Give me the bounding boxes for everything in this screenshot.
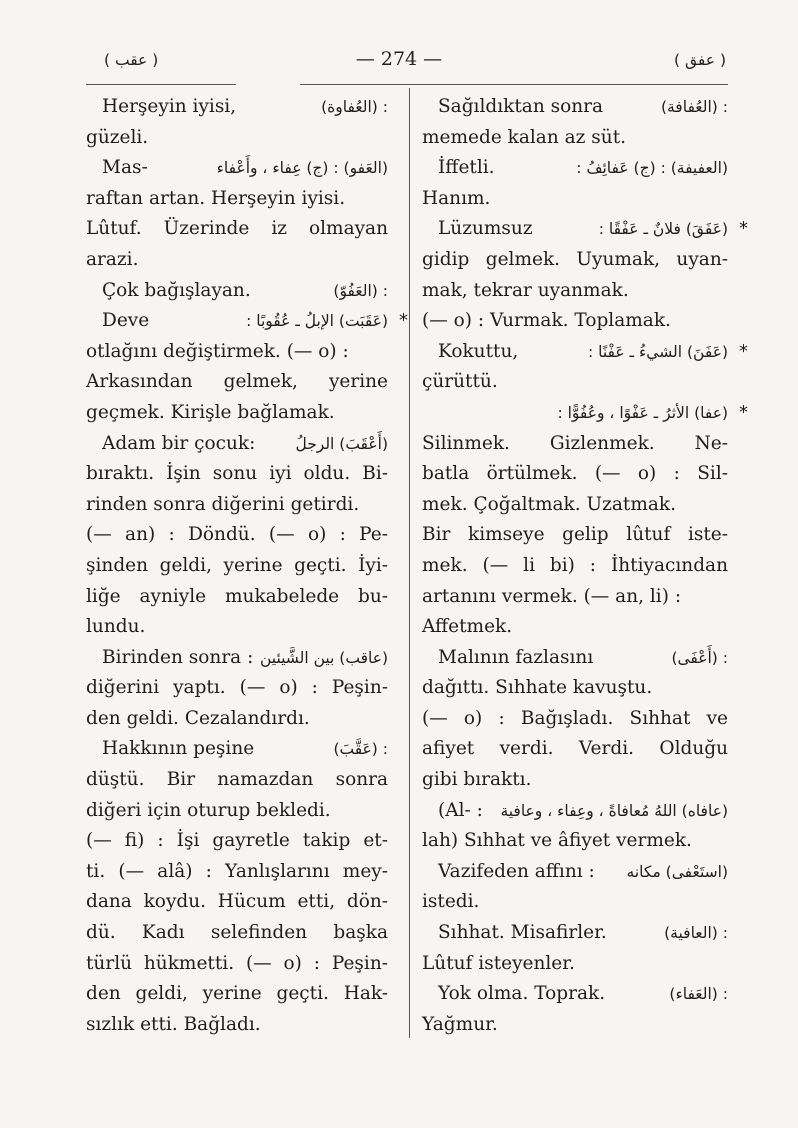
text-line <box>86 153 388 184</box>
text-line <box>422 673 728 704</box>
arabic-headword: (عَفَنَ) الشيءُ ـ عَفْنًا : <box>587 342 728 361</box>
text-line <box>422 520 728 551</box>
text-line <box>86 643 388 674</box>
text-line <box>86 704 388 735</box>
turkish-text: Sağıldıktan sonra <box>438 96 604 117</box>
text-line <box>86 949 388 980</box>
turkish-text: mek. (— li bi) : İhtiyacından <box>422 554 728 576</box>
turkish-text: Lûtuf isteyenler. <box>422 952 575 974</box>
turkish-text: lundu. <box>86 616 146 638</box>
text-line <box>86 184 388 215</box>
turkish-text: Sıhhat. Misafirler. <box>438 922 607 944</box>
text-line <box>86 92 388 123</box>
turkish-text: sızlık etti. Bağladı. <box>86 1013 261 1035</box>
turkish-text: arazi. <box>86 248 139 270</box>
turkish-text: diğeri için oturup bekledi. <box>86 799 331 821</box>
text-line <box>422 1010 728 1041</box>
arabic-headword: (عاقب) بين الشَّيئين <box>259 648 388 667</box>
turkish-text: (— o) : Bağışladı. Sıhhat ve <box>422 707 728 729</box>
text-line <box>422 826 728 857</box>
text-line <box>422 490 728 521</box>
text-line <box>86 306 408 337</box>
turkish-text: (— fi) : İşi gayretle takip et- <box>86 830 388 852</box>
turkish-text: memede kalan az süt. <box>422 126 627 148</box>
right-column <box>422 92 748 1040</box>
turkish-text: güzeli. <box>86 126 149 148</box>
text-line <box>422 551 728 582</box>
text-line <box>86 214 388 245</box>
text-line <box>422 276 728 307</box>
turkish-text: dü. Kadı selefinden başka <box>86 922 388 944</box>
turkish-text: otlağını değiştirmek. (— o) : <box>86 340 349 362</box>
turkish-text: diğerini yaptı. (— o) : Peşin- <box>86 677 388 699</box>
text-line <box>422 857 728 888</box>
arabic-headword: (عفا) الأثرُ ـ عَفْوًا ، وعُفُوًّا : <box>557 403 728 422</box>
arabic-headword: : (العَفُوّ) <box>333 281 388 300</box>
turkish-text: rinden sonra diğerini getirdi. <box>86 493 360 515</box>
text-line <box>422 153 728 184</box>
text-line <box>422 123 728 154</box>
text-line <box>86 765 388 796</box>
text-line <box>422 459 728 490</box>
turkish-text: dana koydu. Hücum etti, dön- <box>86 891 388 913</box>
turkish-text: den geldi. Cezalandırdı. <box>86 707 310 729</box>
text-line <box>86 887 388 918</box>
text-line <box>86 429 388 460</box>
arabic-headword: : (أَعْفَى) <box>671 648 728 667</box>
text-line <box>86 918 388 949</box>
turkish-text: Vazifeden affını : <box>438 860 595 882</box>
turkish-text: Lüzumsuz <box>438 218 533 240</box>
turkish-text: Hanım. <box>422 187 491 209</box>
root-entry-marker: * <box>399 310 408 332</box>
arabic-headword: : (عَقَّبَ) <box>333 740 388 759</box>
text-line <box>86 857 388 888</box>
arabic-headword: (العَفو) : (ج) عِفاء ، وأَعْفاء <box>216 159 388 178</box>
text-line <box>86 796 388 827</box>
text-line <box>86 734 388 765</box>
turkish-text: Hakkının peşine <box>102 738 255 760</box>
turkish-text: Lûtuf. Üzerinde iz olmayan <box>86 218 388 240</box>
turkish-text: mek. Çoğaltmak. Uzatmak. <box>422 493 676 515</box>
text-line <box>422 918 728 949</box>
column-divider <box>409 88 410 1038</box>
turkish-text: bıraktı. İşin sonu iyi oldu. Bi- <box>86 463 388 485</box>
turkish-text: gidip gelmek. Uyumak, uyan- <box>422 248 728 270</box>
turkish-text: Malının fazlasını <box>438 646 594 668</box>
text-line <box>86 490 388 521</box>
text-line <box>86 276 388 307</box>
text-line <box>422 337 748 368</box>
text-line <box>422 398 748 429</box>
text-line <box>86 520 388 551</box>
turkish-text: dağıttı. Sıhhate kavuştu. <box>422 677 653 699</box>
turkish-text: Yağmur. <box>422 1013 498 1035</box>
left-column <box>86 92 408 1040</box>
root-entry-marker: * <box>739 218 748 240</box>
turkish-text: düştü. Bir namazdan sonra <box>86 769 388 791</box>
turkish-text: raftan artan. Herşeyin iyisi. <box>86 187 346 209</box>
turkish-text: batla örtülmek. (— o) : Sil- <box>422 463 728 485</box>
turkish-text: Deve <box>102 310 150 332</box>
text-line <box>422 367 728 398</box>
turkish-text: Silinmek. Gizlenmek. Ne- <box>422 432 728 454</box>
turkish-text: Bir kimseye gelip lûtuf iste- <box>422 524 728 546</box>
text-line <box>422 92 728 123</box>
text-line <box>422 979 728 1010</box>
turkish-text: geçmek. Kirişle bağlamak. <box>86 401 335 423</box>
turkish-text: (— an) : Döndü. (— o) : Pe- <box>86 524 388 546</box>
turkish-text: (— o) : Vurmak. Toplamak. <box>422 310 671 332</box>
text-line <box>422 643 728 674</box>
text-line <box>422 887 728 918</box>
text-line <box>86 979 388 1010</box>
turkish-text: istedi. <box>422 891 480 913</box>
text-line <box>86 612 388 643</box>
text-line <box>86 673 388 704</box>
text-line <box>422 949 728 980</box>
turkish-text: artanını vermek. (— an, li) : <box>422 585 682 607</box>
arabic-headword: : (العُفاوة) <box>321 98 388 116</box>
text-line <box>86 551 388 582</box>
arabic-headword: (استَعْفى) مكانه <box>626 862 728 881</box>
text-line <box>422 245 728 276</box>
turkish-text: afiyet verdi. Verdi. Olduğu <box>422 738 728 760</box>
arabic-headword: (عَفَقَ) فلانٌ ـ عَفْقًا : <box>598 220 728 239</box>
text-line <box>86 367 388 398</box>
text-line <box>422 184 728 215</box>
arabic-headword: : (العُفافة) <box>660 98 728 116</box>
text-line <box>422 765 728 796</box>
header-rule-left <box>86 84 236 85</box>
header-right-keyword: ( عفق ) <box>674 51 726 69</box>
arabic-headword: : (العَفاء) <box>669 985 728 1004</box>
turkish-text: Adam bir çocuk: <box>102 432 256 454</box>
turkish-text: (Al- : <box>438 799 483 821</box>
text-line <box>86 1010 388 1041</box>
turkish-text: Kokuttu, <box>438 340 519 362</box>
page-number: — 274 — <box>355 48 443 70</box>
text-line <box>422 429 728 460</box>
root-entry-marker: * <box>739 340 748 362</box>
turkish-text: gibi bıraktı. <box>422 769 532 791</box>
text-line <box>86 582 388 613</box>
turkish-text: çürüttü. <box>422 371 498 393</box>
root-entry-marker: * <box>739 401 748 423</box>
arabic-headword: (عافاه) اللهُ مُعافاةً ، وعِفاء ، وعافية <box>500 801 728 820</box>
text-line <box>422 306 728 337</box>
turkish-text: Çok bağışlayan. <box>102 279 251 301</box>
turkish-text: Birinden sonra : <box>102 646 254 668</box>
turkish-text: lah) Sıhhat ve âfiyet vermek. <box>422 830 692 852</box>
text-line <box>422 214 748 245</box>
text-line <box>422 704 728 735</box>
text-line <box>86 245 388 276</box>
arabic-headword: (أَعْقَبَ) الرجلُ <box>295 434 388 453</box>
turkish-text: mak, tekrar uyanmak. <box>422 279 629 301</box>
arabic-headword: (العفيفة) : (ج) عَفائِفُ : <box>576 159 728 178</box>
header-left-keyword: ( عقب ) <box>104 51 159 69</box>
turkish-text: liğe ayniyle mukabelede bu- <box>86 585 388 607</box>
turkish-text: Yok olma. Toprak. <box>438 983 606 1005</box>
text-line <box>86 337 388 368</box>
turkish-text: türlü hükmetti. (— o) : Peşin- <box>86 952 388 974</box>
arabic-headword: (عَقَبَت) الإبلُ ـ عُقُوبًا : <box>246 312 388 331</box>
text-line <box>422 734 728 765</box>
turkish-text: şinden geldi, yerine geçti. İyi- <box>86 554 388 576</box>
arabic-headword: : (العافية) <box>664 924 728 943</box>
turkish-text: İffetli. <box>438 157 495 179</box>
text-line <box>86 123 388 154</box>
turkish-text: Herşeyin iyisi, <box>102 96 237 117</box>
turkish-text: ti. (— alâ) : Yanlışlarını mey- <box>86 860 388 882</box>
text-line <box>86 826 388 857</box>
turkish-text: Arkasından gelmek, yerine <box>86 371 388 393</box>
turkish-text: den geldi, yerine geçti. Hak- <box>86 983 388 1005</box>
text-line <box>422 612 728 643</box>
header-rule <box>300 84 728 85</box>
text-line <box>86 459 388 490</box>
text-line <box>422 796 728 827</box>
turkish-text: Mas- <box>102 157 148 179</box>
text-line <box>86 398 388 429</box>
text-line <box>422 582 728 613</box>
turkish-text: Affetmek. <box>422 616 513 638</box>
